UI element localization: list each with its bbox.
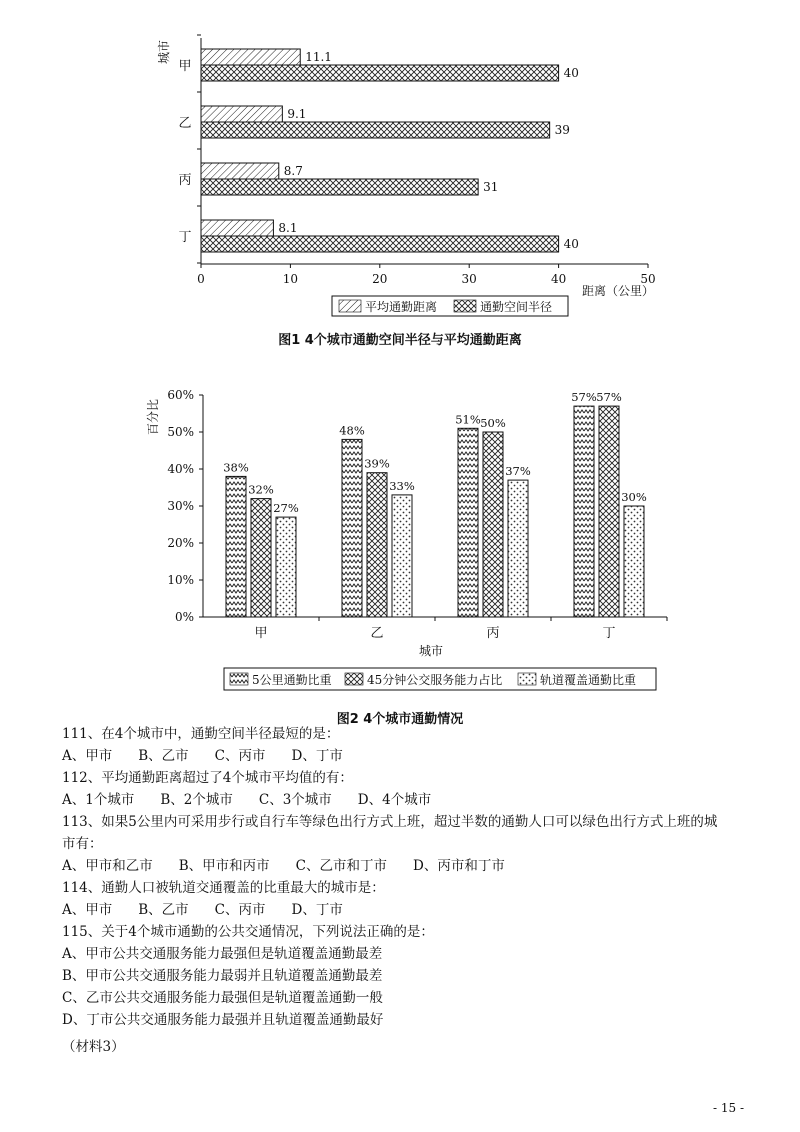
data-label: 57% xyxy=(596,390,622,405)
option-choice[interactable]: A、甲市 xyxy=(62,902,113,918)
x-tick-label: 50 xyxy=(640,272,656,286)
data-label: 37% xyxy=(505,464,531,479)
option-choice[interactable]: C、3个城市 xyxy=(258,792,332,808)
option-choice[interactable]: D、丙市和丁市 xyxy=(413,858,505,874)
x-tick-label: 40 xyxy=(550,272,567,286)
category-label: 丙 xyxy=(178,173,192,188)
x-axis-title: 城市 xyxy=(418,644,444,658)
data-label: 40 xyxy=(563,237,579,251)
category-label: 丁 xyxy=(178,230,192,245)
figure-2-vertical-bar-chart xyxy=(0,355,800,700)
option-choice[interactable]: C、丙市 xyxy=(214,748,266,764)
bar-radius xyxy=(201,236,559,252)
bar-avg-distance xyxy=(201,220,273,236)
y-tick-label: 50% xyxy=(167,425,194,439)
data-label: 8.7 xyxy=(283,164,303,178)
bar-radius xyxy=(201,122,550,138)
option-choice[interactable]: C、乙市和丁市 xyxy=(295,858,388,874)
option-choice[interactable]: B、2个城市 xyxy=(160,792,233,808)
question-stem-continued: 市有： xyxy=(62,836,103,852)
data-label: 51% xyxy=(455,412,481,427)
data-label: 9.1 xyxy=(287,107,307,121)
data-label: 8.1 xyxy=(278,221,298,235)
y-tick-label: 60% xyxy=(167,388,194,402)
option-choice[interactable]: B、乙市 xyxy=(138,748,189,764)
bar-series-3 xyxy=(624,506,644,617)
figure-1-caption: 图1 4个城市通勤空间半径与平均通勤距离 xyxy=(278,333,522,348)
option-choice[interactable]: A、1个城市 xyxy=(62,792,135,808)
bar-series-1 xyxy=(342,439,362,617)
y-tick-label: 30% xyxy=(167,499,194,513)
option-choice[interactable]: A、甲市和乙市 xyxy=(62,858,153,874)
data-label: 27% xyxy=(273,501,299,516)
figure-1-horizontal-bar-chart xyxy=(0,0,800,350)
bar-avg-distance xyxy=(201,49,300,65)
option-choice[interactable]: C、乙市公共交通服务能力最强但是轨道覆盖通勤一般 xyxy=(62,990,383,1006)
category-label: 乙 xyxy=(370,626,384,641)
y-axis-title: 城市 xyxy=(157,39,171,65)
data-label: 32% xyxy=(248,482,274,497)
bar-radius xyxy=(201,179,478,195)
legend-label: 45分钟公交服务能力占比 xyxy=(367,673,503,687)
legend-label: 5公里通勤比重 xyxy=(252,673,332,687)
x-tick-label: 30 xyxy=(461,272,477,286)
x-tick-label: 20 xyxy=(372,272,388,286)
x-axis-title: 距离（公里） xyxy=(582,284,655,298)
legend-swatch xyxy=(339,300,361,312)
data-label: 11.1 xyxy=(305,50,332,64)
data-label: 31 xyxy=(483,180,499,194)
y-tick-label: 20% xyxy=(167,536,194,550)
legend-swatch xyxy=(345,673,363,685)
option-choice[interactable]: B、乙市 xyxy=(138,902,189,918)
option-choice[interactable]: D、4个城市 xyxy=(357,792,432,808)
legend-swatch xyxy=(454,300,476,312)
bar-avg-distance xyxy=(201,106,282,122)
legend-label: 平均通勤距离 xyxy=(365,300,438,314)
question-options xyxy=(62,899,369,921)
x-tick-label: 0 xyxy=(197,272,205,286)
data-label: 48% xyxy=(339,423,365,438)
data-label: 39 xyxy=(554,123,570,137)
option-choice[interactable]: C、丙市 xyxy=(214,902,266,918)
question-options xyxy=(62,789,457,811)
legend-label: 通勤空间半径 xyxy=(480,300,553,314)
y-tick-label: 0% xyxy=(174,610,194,624)
page-number: - 15 - xyxy=(712,1101,744,1115)
option-choice[interactable]: D、丁市公共交通服务能力最强并且轨道覆盖通勤最好 xyxy=(62,1012,384,1028)
option-choice[interactable]: D、丁市 xyxy=(291,902,343,918)
data-label: 40 xyxy=(563,66,579,80)
bar-series-3 xyxy=(392,495,412,617)
category-label: 丁 xyxy=(602,626,616,641)
y-tick-label: 10% xyxy=(167,573,194,587)
bar-series-3 xyxy=(276,517,296,617)
data-label: 30% xyxy=(621,490,647,504)
question-stem: 115、关于4个城市通勤的公共交通情况，下列说法正确的是： xyxy=(62,924,434,940)
category-label: 甲 xyxy=(254,626,268,641)
legend-swatch xyxy=(230,673,248,685)
bar-series-1 xyxy=(574,406,594,617)
option-choice[interactable]: B、甲市和丙市 xyxy=(178,858,270,874)
bar-radius xyxy=(201,65,559,81)
bar-series-1 xyxy=(226,476,246,617)
figure-2-caption: 图2 4个城市通勤情况 xyxy=(336,712,464,727)
data-label: 39% xyxy=(364,456,390,471)
legend-swatch xyxy=(518,673,536,685)
option-choice[interactable]: A、甲市 xyxy=(62,748,113,764)
question-stem: 112、平均通勤距离超过了4个城市平均值的有： xyxy=(62,770,353,786)
category-label: 乙 xyxy=(178,116,192,131)
option-choice[interactable]: B、甲市公共交通服务能力最弱并且轨道覆盖通勤最差 xyxy=(62,968,383,984)
question-stem: 111、在4个城市中，通勤空间半径最短的是： xyxy=(62,726,340,742)
bar-series-2 xyxy=(251,499,271,617)
data-label: 33% xyxy=(389,478,415,493)
data-label: 57% xyxy=(571,390,597,405)
bar-series-1 xyxy=(458,428,478,617)
bar-series-2 xyxy=(599,406,619,617)
x-tick-label: 10 xyxy=(282,272,299,286)
data-label: 50% xyxy=(480,416,506,430)
option-choice[interactable]: D、丁市 xyxy=(291,748,343,764)
legend-label: 轨道覆盖通勤比重 xyxy=(540,673,637,687)
category-label: 丙 xyxy=(486,626,500,641)
bar-series-2 xyxy=(367,473,387,617)
question-options xyxy=(62,855,531,877)
y-axis-title: 百分比 xyxy=(146,398,160,436)
bar-avg-distance xyxy=(201,163,279,179)
data-label: 38% xyxy=(223,460,249,475)
question-stem: 114、通勤人口被轨道交通覆盖的比重最大的城市是： xyxy=(62,880,385,896)
question-options xyxy=(62,745,369,767)
y-tick-label: 40% xyxy=(167,462,194,476)
category-label: 甲 xyxy=(178,59,192,74)
option-choice[interactable]: A、甲市公共交通服务能力最强但是轨道覆盖通勤最差 xyxy=(62,946,383,962)
bar-series-2 xyxy=(483,432,503,617)
question-stem: 113、如果5公里内可采用步行或自行车等绿色出行方式上班，超过半数的通勤人口可以绿色出行方式上班的城 xyxy=(62,814,718,830)
material-note: （材料3） xyxy=(62,1039,125,1055)
bar-series-3 xyxy=(508,480,528,617)
